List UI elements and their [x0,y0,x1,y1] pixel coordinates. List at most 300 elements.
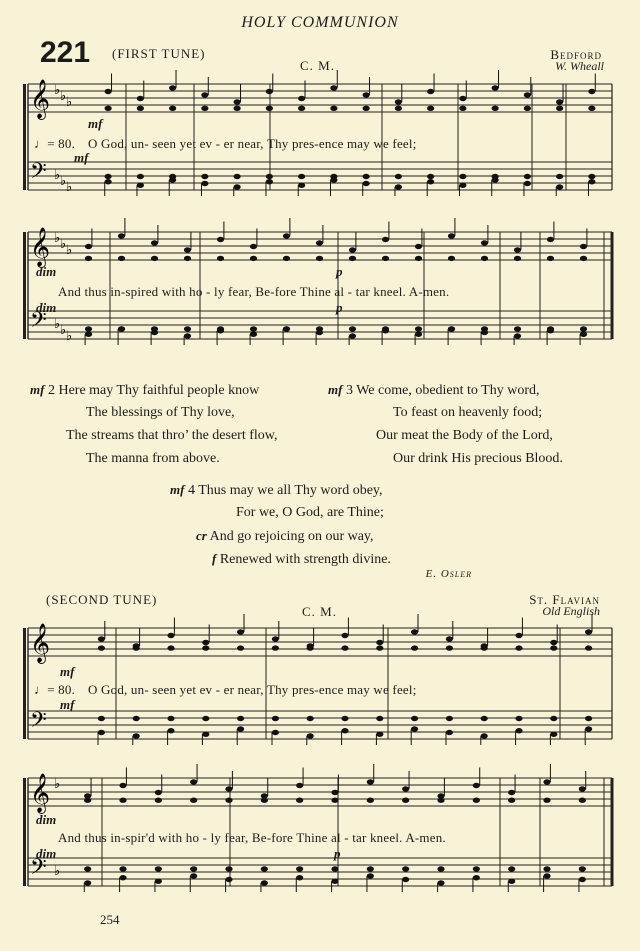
note-head [169,85,176,90]
tune1-composer: W. Wheall [555,59,604,73]
note-head [579,877,586,882]
note-head [137,106,144,111]
note-head [201,106,208,111]
note-head [415,256,422,261]
flat-icon: ♭ [54,776,61,791]
note-head [184,256,191,261]
note-head [556,184,563,189]
note-head [473,866,480,871]
note-head [349,247,356,252]
note-head [473,875,480,880]
note-head [296,783,303,788]
note-head [376,640,383,645]
note-head [225,798,232,803]
note-head [261,866,268,871]
verse-line: For we, O God, are Thine; [236,505,384,520]
note-head [349,256,356,261]
note-head [415,332,422,337]
note-head [237,629,244,634]
note-head [550,640,557,645]
note-head [349,326,356,331]
note-head [367,779,374,784]
note-head [234,99,241,104]
note-head [331,798,338,803]
flat-icon: ♭ [60,173,67,188]
dynamic-p: p [336,264,343,279]
bass-clef-icon: 𝄢 [30,708,47,738]
verse-number: 3 [345,383,353,398]
note-head [543,866,550,871]
note-head [411,726,418,731]
note-head [105,174,112,179]
author: E. Osler [425,568,472,580]
note-head [382,237,389,242]
tune2-lyrics-line2: And thus in-spir'd with ho - ly fear, Be-fore Thine al - tar kneel. A-men. [58,830,446,845]
note-head [84,866,91,871]
bass-clef-icon: 𝄢 [30,855,47,885]
dynamic-dim: dim [36,300,57,315]
note-head [190,873,197,878]
note-head [550,645,557,650]
dynamic-p: p [334,846,341,861]
tune2-composer: Old English [542,604,600,618]
dynamic-dim: dim [36,846,57,861]
note-head [234,184,241,189]
note-head [234,174,241,179]
note-head [579,786,586,791]
note-head [341,716,348,721]
verse-line: Thus may we all Thy word obey, [198,483,383,498]
note-head [119,798,126,803]
note-head [119,875,126,880]
note-head [98,645,105,650]
flat-icon: ♭ [54,82,61,97]
note-head [363,181,370,186]
tune2-lyrics-line1: O God, un- seen yet ev - er near, Thy pres-ence may we feel; [88,682,417,697]
note-head [201,181,208,186]
note-head [459,106,466,111]
flat-icon: ♭ [60,236,67,251]
note-head [367,798,374,803]
note-head [330,85,337,90]
note-head [492,106,499,111]
note-head [266,174,273,179]
note-head [266,89,273,94]
note-head [481,240,488,245]
tune2-name: St. Flavian [529,592,600,607]
note-head [515,728,522,733]
note-head [588,106,595,111]
treble-clef-icon: 𝄞 [30,79,51,119]
note-head [415,326,422,331]
note-head [296,875,303,880]
note-head [411,716,418,721]
note-head [298,96,305,101]
note-head [155,790,162,795]
note-head [514,247,521,252]
note-head [556,99,563,104]
note-head [585,645,592,650]
note-head [331,790,338,795]
note-head [427,174,434,179]
note-head [190,798,197,803]
treble-clef-icon: 𝄞 [30,227,51,267]
note-head [427,106,434,111]
note-head [588,89,595,94]
note-head [515,633,522,638]
note-head [580,256,587,261]
note-head [184,326,191,331]
note-head [579,798,586,803]
tempo-marking: ♩= 80. [34,682,76,697]
note-head [402,877,409,882]
note-head [543,873,550,878]
treble-clef-icon: 𝄞 [30,773,51,813]
note-head [437,880,444,885]
note-head [155,866,162,871]
note-head [85,326,92,331]
verse-3 [328,382,540,399]
note-head [514,256,521,261]
note-head [261,798,268,803]
note-head [217,328,224,333]
tune2-meter: C. M. [302,604,337,619]
verse-line: Our meat the Body of the Lord, [376,428,553,443]
note-head [446,730,453,735]
note-head [585,716,592,721]
note-head [580,326,587,331]
note-head [524,181,531,186]
note-head [481,330,488,335]
verse-dynamic: f [212,551,217,566]
verse-number: 4 [187,483,195,498]
note-head [201,174,208,179]
note-head [151,256,158,261]
note-head [508,790,515,795]
note-head [448,326,455,331]
verse-dynamic: cr [196,528,207,543]
note-head [266,106,273,111]
verse-dynamic: mf [328,382,343,397]
note-head [446,645,453,650]
note-head [459,96,466,101]
note-head [296,866,303,871]
note-head [395,184,402,189]
note-head [133,716,140,721]
note-head [298,183,305,188]
note-head [118,256,125,261]
flat-icon: ♭ [54,230,61,245]
running-head: HOLY COMMUNION [241,14,399,31]
note-head [307,716,314,721]
note-head [316,256,323,261]
note-head [349,333,356,338]
note-head [85,332,92,337]
note-head [579,866,586,871]
note-head [298,106,305,111]
note-head [237,716,244,721]
note-head [316,240,323,245]
dynamic-mf: mf [88,116,103,131]
note-head [137,174,144,179]
note-head [307,733,314,738]
note-head [201,92,208,97]
verse-line-f [212,551,391,568]
note-head [395,174,402,179]
flat-icon: ♭ [54,316,61,331]
note-head [217,256,224,261]
verse-line: The streams that thro’ the desert flow, [66,428,278,443]
note-head [151,240,158,245]
note-head [580,244,587,249]
note-head [473,783,480,788]
verse-line: To feast on heavenly food; [393,405,543,420]
note-head [448,233,455,238]
note-head [515,716,522,721]
note-head [283,326,290,331]
note-head [190,779,197,784]
note-head [85,256,92,261]
second-tune-label: (SECOND TUNE) [46,592,158,607]
note-head [98,730,105,735]
note-head [137,183,144,188]
note-head [184,247,191,252]
note-head [382,256,389,261]
note-head [508,879,515,884]
note-head [331,866,338,871]
note-head [341,728,348,733]
note-head [363,92,370,97]
flat-icon: ♭ [66,328,73,343]
note-head [330,177,337,182]
note-head [237,726,244,731]
note-head [376,716,383,721]
note-head [266,179,273,184]
note-head [376,732,383,737]
note-head [580,332,587,337]
note-head [411,645,418,650]
bass-clef-icon: 𝄢 [30,159,47,189]
note-head [492,177,499,182]
note-head [515,645,522,650]
note-head [481,256,488,261]
note-head [167,716,174,721]
note-head [119,783,126,788]
note-head [547,328,554,333]
treble-clef-icon: 𝄞 [30,623,51,663]
note-head [427,179,434,184]
note-head [367,866,374,871]
note-head [550,716,557,721]
dynamic-dim: dim [36,264,57,279]
note-head [137,96,144,101]
verse-line: Our drink His precious Blood. [393,451,563,466]
note-head [427,89,434,94]
note-head [169,106,176,111]
dynamic-dim: dim [36,812,57,827]
note-head [556,174,563,179]
note-head [261,880,268,885]
note-head [84,880,91,885]
note-head [367,873,374,878]
verse-dynamic: mf [170,482,185,497]
note-head [234,106,241,111]
note-head [508,866,515,871]
verse-line: Renewed with strength divine. [219,552,391,567]
note-head [283,256,290,261]
note-head [105,89,112,94]
note-head [155,798,162,803]
note-head [283,233,290,238]
verse-dynamic: mf [30,382,45,397]
note-head [514,333,521,338]
note-head [492,85,499,90]
flat-icon: ♭ [66,242,73,257]
note-head [402,798,409,803]
verse-line: The blessings of Thy love, [86,405,235,420]
note-head [217,237,224,242]
note-head [543,798,550,803]
note-head [237,645,244,650]
note-head [588,179,595,184]
first-tune-label: (FIRST TUNE) [112,46,206,61]
note-head [437,866,444,871]
note-head [363,174,370,179]
note-head [119,866,126,871]
tune1-lyrics-line2: And thus in-spired with ho - ly fear, Be-fore Thine al - tar kneel. A-men. [58,284,450,299]
note-head [202,732,209,737]
note-head [402,866,409,871]
flat-icon: ♭ [66,179,73,194]
note-head [105,179,112,184]
note-head [395,99,402,104]
hymn-number: 221 [40,36,91,69]
note-head [202,645,209,650]
note-head [376,645,383,650]
note-head [190,866,197,871]
note-head [524,106,531,111]
note-head [155,879,162,884]
bass-clef-icon: 𝄢 [30,308,47,338]
verse-line-cr [196,528,374,545]
note-head [547,256,554,261]
note-head [341,633,348,638]
note-head [250,332,257,337]
note-head [524,174,531,179]
note-head [508,798,515,803]
note-head [225,866,232,871]
dynamic-mf: mf [74,150,89,165]
note-head [225,877,232,882]
note-head [459,174,466,179]
note-head [105,106,112,111]
note-head [330,106,337,111]
flat-icon: ♭ [54,167,61,182]
note-head [298,174,305,179]
verse-line: And go rejoicing on our way, [209,529,374,544]
note-head [167,645,174,650]
note-head [250,244,257,249]
note-head [169,177,176,182]
note-head [543,779,550,784]
dynamic-mf: mf [60,697,75,712]
note-head [437,798,444,803]
note-head [272,636,279,641]
verse-line: Here may Thy faithful people know [58,383,260,398]
note-head [98,636,105,641]
note-head [481,733,488,738]
dynamic-mf: mf [60,664,75,679]
note-head [459,183,466,188]
tune1-lyrics-line1: O God, un- seen yet ev - er near, Thy pres-ence may we feel; [88,136,417,151]
note-head [473,798,480,803]
note-head [524,92,531,97]
verse-4 [170,482,383,499]
note-head [395,106,402,111]
flat-icon: ♭ [54,863,61,878]
note-head [272,730,279,735]
verse-line: The manna from above. [86,451,220,466]
verse-2 [30,382,259,399]
note-head [382,328,389,333]
note-head [250,256,257,261]
note-head [84,798,91,803]
note-head [202,640,209,645]
note-head [85,244,92,249]
note-head [446,636,453,641]
note-head [550,732,557,737]
note-head [556,106,563,111]
note-head [184,333,191,338]
note-head [481,716,488,721]
note-head [448,256,455,261]
note-head [415,244,422,249]
note-head [98,716,105,721]
tempo-marking: ♩= 80. [34,136,76,151]
note-head [225,786,232,791]
note-head [167,633,174,638]
note-head [585,629,592,634]
note-head [118,233,125,238]
note-head [307,645,314,650]
note-head [296,798,303,803]
note-head [250,326,257,331]
note-head [331,879,338,884]
verse-number: 2 [47,383,55,398]
note-head [402,786,409,791]
note-head [411,629,418,634]
flat-icon: ♭ [60,88,67,103]
note-head [585,726,592,731]
tune1-name: Bedford [550,47,602,62]
note-head [316,330,323,335]
note-head [118,326,125,331]
flat-icon: ♭ [60,322,67,337]
note-head [514,326,521,331]
note-head [133,733,140,738]
note-head [151,330,158,335]
note-head [588,174,595,179]
flat-icon: ♭ [66,94,73,109]
tune1-meter: C. M. [300,58,335,73]
note-head [202,716,209,721]
page-number: 254 [100,912,120,927]
note-head [446,716,453,721]
note-head [341,645,348,650]
dynamic-p: p [336,300,343,315]
note-head [481,645,488,650]
verse-line: We come, obedient to Thy word, [356,383,540,398]
